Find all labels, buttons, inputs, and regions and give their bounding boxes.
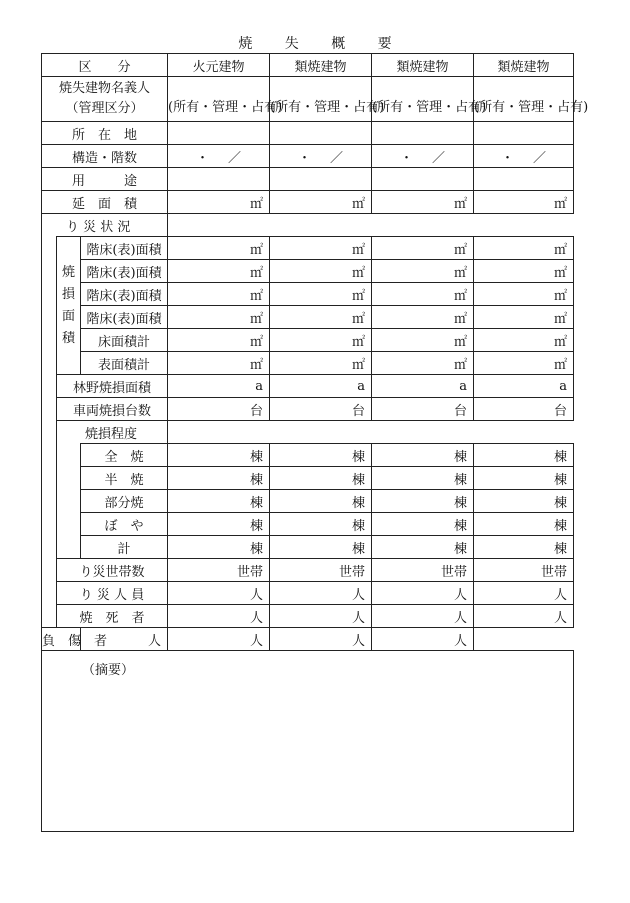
- slash-mark: ／: [431, 150, 445, 166]
- location-cell[interactable]: [168, 122, 270, 145]
- forest-label: 林野焼損面積: [57, 375, 168, 398]
- burned-area-row: [42, 260, 574, 283]
- injured-row: [42, 628, 574, 651]
- vehicle-cell[interactable]: 台: [168, 398, 270, 421]
- burned-area-cell[interactable]: ㎡: [372, 306, 474, 329]
- people-cell[interactable]: 人: [168, 582, 270, 605]
- forest-cell[interactable]: a: [270, 375, 372, 398]
- dot-mark: ・: [399, 150, 413, 166]
- vehicle-cell[interactable]: 台: [372, 398, 474, 421]
- injured-label: 負 傷 者: [42, 628, 81, 651]
- deaths-cell[interactable]: 人: [474, 605, 574, 628]
- degree-indent: [57, 444, 81, 559]
- degree-row: [42, 467, 574, 490]
- people-cell[interactable]: 人: [372, 582, 474, 605]
- households-cell[interactable]: 世帯: [474, 559, 574, 582]
- burned-area-row-label: 階床(表)面積: [81, 283, 168, 306]
- damage-status-row: [42, 214, 574, 237]
- deaths-cell[interactable]: 人: [270, 605, 372, 628]
- location-cell[interactable]: [270, 122, 372, 145]
- category-header: 区 分: [42, 54, 168, 77]
- degree-cell[interactable]: 棟: [474, 536, 574, 559]
- burned-area-row: [42, 237, 574, 260]
- degree-cell[interactable]: 棟: [372, 490, 474, 513]
- degree-cell[interactable]: 棟: [270, 536, 372, 559]
- degree-cell[interactable]: 棟: [270, 467, 372, 490]
- owner-cell[interactable]: (所有・管理・占有): [168, 77, 270, 122]
- vertical-char: 積: [61, 330, 75, 346]
- deaths-cell[interactable]: 人: [372, 605, 474, 628]
- burned-area-row: [42, 283, 574, 306]
- vehicle-label: 車両焼損台数: [57, 398, 168, 421]
- vertical-char: 面: [61, 308, 75, 324]
- burned-area-cell[interactable]: ㎡: [372, 260, 474, 283]
- usage-cell[interactable]: [474, 168, 574, 191]
- usage-row: [42, 168, 574, 191]
- owner-cell[interactable]: (所有・管理・占有): [474, 77, 574, 122]
- burned-area-cell[interactable]: ㎡: [270, 237, 372, 260]
- people-row: [42, 582, 574, 605]
- location-row: [42, 122, 574, 145]
- owner-label-line2: （管理区分）: [65, 101, 144, 116]
- summary-label: （摘要）: [82, 663, 135, 678]
- vehicle-row: [42, 398, 574, 421]
- degree-cell[interactable]: 棟: [372, 513, 474, 536]
- burned-area-cell[interactable]: ㎡: [474, 352, 574, 375]
- burned-area-row: [42, 352, 574, 375]
- structure-cell[interactable]: [372, 145, 474, 168]
- burned-area-row: [42, 306, 574, 329]
- degree-cell[interactable]: 棟: [168, 467, 270, 490]
- degree-cell[interactable]: 棟: [270, 444, 372, 467]
- households-cell[interactable]: 世帯: [372, 559, 474, 582]
- structure-label: 構造・階数: [42, 145, 168, 168]
- title-char: 要: [377, 36, 392, 52]
- degree-header-row: [42, 421, 574, 444]
- vehicle-cell[interactable]: 台: [474, 398, 574, 421]
- burned-area-cell[interactable]: ㎡: [168, 329, 270, 352]
- degree-cell[interactable]: 棟: [270, 513, 372, 536]
- forest-cell[interactable]: a: [168, 375, 270, 398]
- degree-row: [42, 490, 574, 513]
- people-cell[interactable]: 人: [270, 582, 372, 605]
- dot-mark: ・: [500, 150, 514, 166]
- burned-area-cell[interactable]: ㎡: [372, 237, 474, 260]
- page-title: [0, 33, 630, 53]
- fire-summary-table: [41, 53, 589, 832]
- burned-area-cell[interactable]: ㎡: [270, 352, 372, 375]
- burned-area-cell[interactable]: ㎡: [270, 283, 372, 306]
- degree-row: [42, 444, 574, 467]
- structure-cell[interactable]: [270, 145, 372, 168]
- burned-area-cell[interactable]: ㎡: [372, 283, 474, 306]
- households-row: [42, 559, 574, 582]
- floor-area-cell[interactable]: ㎡: [168, 191, 270, 214]
- vertical-char: 損: [61, 286, 75, 302]
- burned-area-cell[interactable]: ㎡: [270, 329, 372, 352]
- burned-area-cell[interactable]: ㎡: [474, 329, 574, 352]
- vertical-char: 焼: [61, 264, 75, 280]
- degree-cell[interactable]: 棟: [168, 536, 270, 559]
- owner-label: [42, 77, 168, 122]
- summary-row: [42, 651, 574, 832]
- usage-label: 用 途: [42, 168, 168, 191]
- column-spread-building: 類焼建物: [270, 54, 372, 77]
- dot-mark: ・: [297, 150, 311, 166]
- burned-area-cell[interactable]: ㎡: [474, 283, 574, 306]
- degree-cell[interactable]: 棟: [168, 444, 270, 467]
- deaths-label: 焼 死 者: [57, 605, 168, 628]
- households-label: り災世帯数: [57, 559, 168, 582]
- forest-cell[interactable]: a: [372, 375, 474, 398]
- degree-row-label: 半 焼: [81, 467, 168, 490]
- owner-label-line1: 焼失建物名義人: [58, 81, 150, 96]
- slash-mark: ／: [329, 150, 343, 166]
- deaths-row: [42, 605, 574, 628]
- burned-area-vertical-label: [57, 237, 81, 375]
- burned-area-cell[interactable]: ㎡: [168, 237, 270, 260]
- title-char: 焼: [238, 36, 253, 52]
- structure-cell[interactable]: [168, 145, 270, 168]
- injured-cell[interactable]: 人: [270, 628, 372, 651]
- floor-area-cell[interactable]: ㎡: [270, 191, 372, 214]
- degree-cell[interactable]: 棟: [474, 490, 574, 513]
- indent-spacer: [42, 237, 57, 628]
- burned-area-row-label: 床面積計: [81, 329, 168, 352]
- degree-row: [42, 536, 574, 559]
- owner-row: [42, 77, 574, 122]
- degree-row-label: 部分焼: [81, 490, 168, 513]
- degree-row-label: ぼ や: [81, 513, 168, 536]
- slash-mark: ／: [532, 150, 546, 166]
- degree-cell[interactable]: 棟: [372, 467, 474, 490]
- location-label: 所 在 地: [42, 122, 168, 145]
- degree-cell[interactable]: 棟: [474, 444, 574, 467]
- location-cell[interactable]: [372, 122, 474, 145]
- usage-cell[interactable]: [168, 168, 270, 191]
- burned-area-cell[interactable]: ㎡: [168, 283, 270, 306]
- floor-area-cell[interactable]: ㎡: [474, 191, 574, 214]
- location-cell[interactable]: [474, 122, 574, 145]
- usage-cell[interactable]: [270, 168, 372, 191]
- burned-area-cell[interactable]: ㎡: [372, 329, 474, 352]
- people-cell[interactable]: 人: [474, 582, 574, 605]
- burned-area-row-label: 階床(表)面積: [81, 306, 168, 329]
- degree-row-label: 全 焼: [81, 444, 168, 467]
- degree-cell[interactable]: 棟: [474, 467, 574, 490]
- burned-area-cell[interactable]: ㎡: [474, 237, 574, 260]
- households-cell[interactable]: 世帯: [168, 559, 270, 582]
- degree-cell[interactable]: 棟: [168, 513, 270, 536]
- slash-mark: ／: [227, 150, 241, 166]
- structure-cell[interactable]: [474, 145, 574, 168]
- households-cell[interactable]: 世帯: [270, 559, 372, 582]
- degree-row: [42, 513, 574, 536]
- injured-cell[interactable]: 人: [81, 628, 168, 651]
- vehicle-cell[interactable]: 台: [270, 398, 372, 421]
- owner-cell[interactable]: (所有・管理・占有): [270, 77, 372, 122]
- burned-area-row-label: 階床(表)面積: [81, 260, 168, 283]
- title-char: 失: [284, 36, 299, 52]
- burned-area-cell[interactable]: ㎡: [168, 352, 270, 375]
- degree-cell[interactable]: 棟: [372, 536, 474, 559]
- degree-row-label: 計: [81, 536, 168, 559]
- burned-area-row: [42, 329, 574, 352]
- usage-cell[interactable]: [372, 168, 474, 191]
- degree-label: 焼損程度: [57, 421, 168, 444]
- summary-area[interactable]: [42, 651, 574, 832]
- injured-cell[interactable]: 人: [168, 628, 270, 651]
- owner-cell[interactable]: (所有・管理・占有): [372, 77, 474, 122]
- column-spread-building: 類焼建物: [372, 54, 474, 77]
- floor-area-label: 延 面 積: [42, 191, 168, 214]
- burned-area-cell[interactable]: ㎡: [270, 306, 372, 329]
- forest-row: [42, 375, 574, 398]
- title-char: 概: [331, 36, 346, 52]
- degree-cell[interactable]: 棟: [270, 490, 372, 513]
- damage-status-spacer: [168, 214, 574, 237]
- structure-row: [42, 145, 574, 168]
- people-label: り 災 人 員: [57, 582, 168, 605]
- column-origin-building: 火元建物: [168, 54, 270, 77]
- degree-cell[interactable]: 棟: [372, 444, 474, 467]
- column-spread-building: 類焼建物: [474, 54, 574, 77]
- injured-cell[interactable]: 人: [372, 628, 474, 651]
- deaths-cell[interactable]: 人: [168, 605, 270, 628]
- floor-area-cell[interactable]: ㎡: [372, 191, 474, 214]
- burned-area-cell[interactable]: ㎡: [474, 306, 574, 329]
- forest-cell[interactable]: a: [474, 375, 574, 398]
- burned-area-row-label: 階床(表)面積: [81, 237, 168, 260]
- burned-area-cell[interactable]: ㎡: [474, 260, 574, 283]
- burned-area-cell[interactable]: ㎡: [168, 260, 270, 283]
- burned-area-row-label: 表面積計: [81, 352, 168, 375]
- degree-spacer: [168, 421, 574, 444]
- burned-area-cell[interactable]: ㎡: [168, 306, 270, 329]
- degree-cell[interactable]: 棟: [474, 513, 574, 536]
- burned-area-cell[interactable]: ㎡: [270, 260, 372, 283]
- damage-status-label: り 災 状 況: [42, 214, 168, 237]
- header-row: [42, 54, 574, 77]
- degree-cell[interactable]: 棟: [168, 490, 270, 513]
- burned-area-cell[interactable]: ㎡: [372, 352, 474, 375]
- dot-mark: ・: [195, 150, 209, 166]
- floor-area-row: [42, 191, 574, 214]
